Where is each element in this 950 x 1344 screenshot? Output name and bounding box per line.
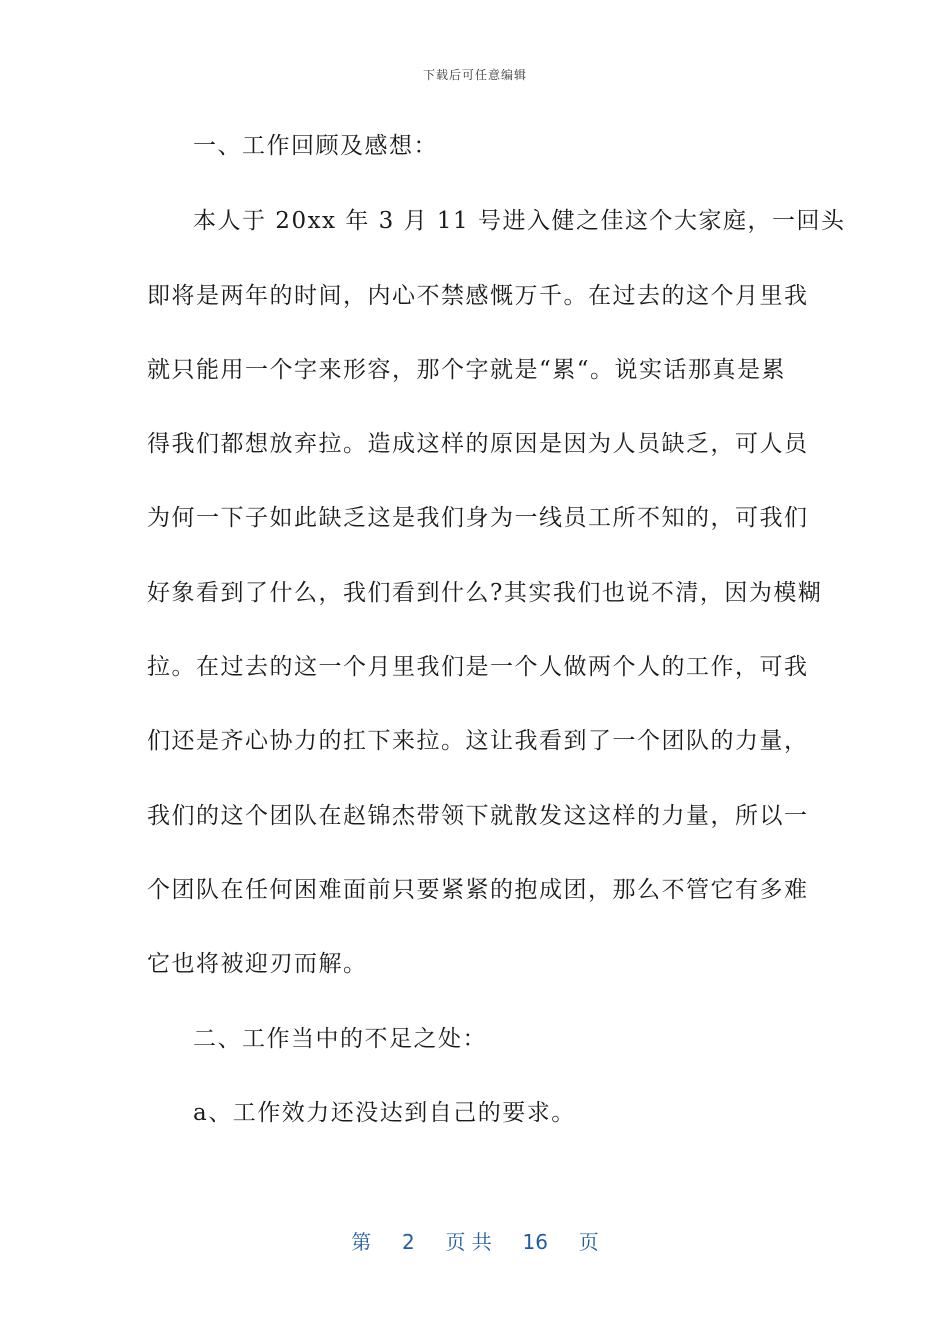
paragraph-line: 就只能用一个字来形容，那个字就是“累“。说实话那真是累 (147, 357, 787, 383)
page-suffix: 页 (578, 1230, 599, 1254)
page-prefix: 第 (351, 1230, 372, 1254)
paragraph-line: 本人于 20xx 年 3 月 11 号进入健之佳这个大家庭，一回头 (193, 208, 846, 234)
paragraph-line: 拉。在过去的这一个月里我们是一个人做两个人的工作，可我 (147, 654, 809, 680)
paragraph-line: 我们的这个团队在赵锦杰带领下就散发这这样的力量，所以一 (147, 803, 809, 829)
paragraph-line: 即将是两年的时间，内心不禁感慨万千。在过去的这个月里我 (147, 283, 809, 309)
paragraph-line: 为何一下子如此缺乏这是我们身为一线员工所不知的，可我们 (147, 505, 809, 531)
paragraph-line: 个团队在任何困难面前只要紧紧的抱成团，那么不管它有多难 (147, 877, 809, 903)
paragraph-line: 们还是齐心协力的扛下来拉。这让我看到了一个团队的力量， (147, 728, 809, 754)
page-footer (0, 1226, 950, 1255)
current-page-number: 2 (402, 1230, 415, 1254)
paragraph-line: 它也将被迎刃而解。 (147, 951, 368, 977)
page-mid-label: 页 共 (445, 1230, 492, 1254)
header-note: 下载后可任意编辑 (422, 68, 527, 82)
paragraph-line: 得我们都想放弃拉。造成这样的原因是因为人员缺乏，可人员 (147, 431, 809, 457)
list-item: a、工作效力还没达到自己的要求。 (193, 1100, 576, 1126)
total-pages-number: 16 (522, 1230, 548, 1254)
section-heading-1: 一、工作回顾及感想： (193, 133, 438, 159)
paragraph-line: 好象看到了什么，我们看到什么?其实我们也说不清，因为模糊 (147, 580, 823, 606)
section-heading-2: 二、工作当中的不足之处： (193, 1026, 487, 1052)
